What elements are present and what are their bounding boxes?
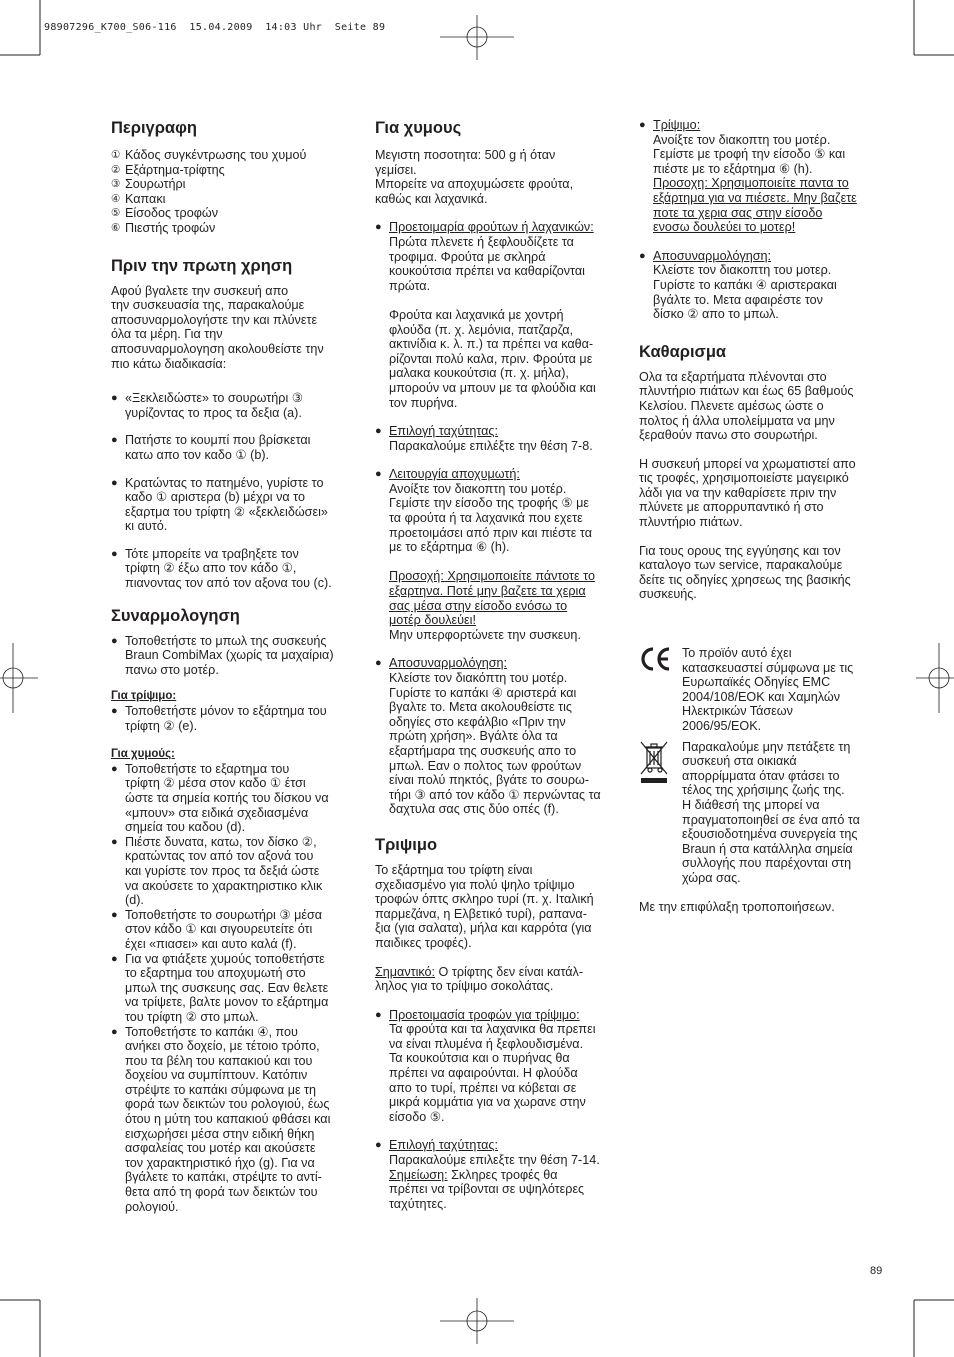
prep-label: Προετοιμαρία φρούτων ή λαχανικών:: [389, 220, 594, 235]
bullet-dot: ●: [375, 1008, 382, 1021]
grate-op-text: Ανοίξτε τον διακοπτη του μοτέρ. Γεμίστε με τροφή την είσοδο ⑤ και πιέστε με το εξάρτημα ⑥ (h).: [653, 132, 846, 176]
prep-text-2: Φρούτα και λαχανικά με χοντρή φλούδα (π. χ. λεμόνια, πατζαρζα, ακτινίδια κ. λ. π.) τα πρέπει να καθα- ρίζονται πολύ καλα, πριν. Φρούτα με μαλακα κουκούτσια (π. χ. μήλα), μπορούν να μπουν με τα φλούδια και τον πυρήνα.: [389, 307, 596, 410]
bullet-dot: ●: [111, 634, 118, 647]
important-label: Σημαντικό:: [375, 964, 436, 979]
bullet-text: Πατήστε το κουμπί που βρίσκεται κατω απο τον καδο ① (b).: [125, 433, 311, 462]
note-text: Σκληρες τροφές θα πρέπει να τρίβονται σε υψηλότερες ταχύτητες.: [389, 1167, 585, 1211]
disassembly-text: Κλείστε τον διακόπτη του μοτέρ. Γυρίστε το καπάκι ④ αριστερά και βγαλτε το. Μετα ακολουθείστε τις οδηγίες στο κεφάλβιο «Πριν την πρώτη χρήση». Βγάλτε όλα τα εξαρτήμαρα της συσκευής απο το μπωλ. Εαν ο πολτος των φρούτων είναι πολύ πηκτός, βγάτε το σουρω- τήρι ③ από τον κάδο ① περνώντας τα δαχτυλα σας στις δύο οπές (f).: [389, 671, 601, 817]
item-label: Είσοδος τροφών: [125, 206, 218, 221]
parts-list-item: [111, 163, 359, 178]
parts-list: [111, 148, 359, 236]
juicing-label: Για χυμούς:: [111, 748, 175, 761]
operation-warning: Προσοχή: Χρησιμοποιείτε πάντοτε το εξαρτηνα. Ποτέ μην βαζετε τα χερια σας μέσα στην είσοδο ενόσω το μοτέρ δουλεύει!: [389, 569, 595, 628]
bullet-dot: ●: [111, 952, 118, 965]
cleaning-text-2: Η συσκευή μπορεί να χρωματιστεί απο τις τροφές, χρησιμοποιείστε μαγειρικό λάδι για να την καθαρίσετε πριν την πλύνετε με απορρυπαντικό ή στο πλυντήριο πιάτων.: [639, 456, 856, 530]
grating-text: Τοποθετήστε μόνον το εξάρτημα του τρίφτη ② (e).: [125, 704, 327, 733]
bullet-dot: ●: [639, 249, 646, 262]
column-1: [111, 118, 359, 1214]
parts-list-item: [111, 177, 359, 192]
ce-mark-icon: [639, 646, 682, 734]
operation-bullet: [375, 467, 623, 642]
bullet-item: [111, 762, 359, 835]
bullet-dot: ●: [111, 476, 118, 489]
speed-label: Επιλογή ταχύτητας:: [389, 424, 498, 439]
bullet-text: Τοποθετήστε το καπάκι ④, που ανήκει στο δοχείο, με τέτοιο τρόπο, που τα βέλη του καπακιού και του δοχείου να συμπίπτουν. Κατόπιν στρέψτε το καπάκι σύμφωνα με τη φορά των δεικτών του ρολογιού, έως ότου η μύτη του καπακιού φθάσει και εισχωρήσει μέσα στην ειδική θήκη ασφαλείας του μοτέρ και ακούσετε τον χαρακτηριστικό ήχο (g). Για να βγάλετε το καπάκι, στρέψτε το αντί- θετα από τη φορά των δεικτών του ρολογιού.: [125, 1024, 331, 1214]
operation-text: Ανοίξτε τον διακοπτη του μοτέρ. Γεμίστε την είσοδο της τροφής ⑤ με τα φρούτα ή τα λαχανικά που εχετε προετοιμάσει από πριν και πιέστε τα με το εξάρτημα ⑥ (h).: [389, 481, 592, 555]
item-number: ⑥: [111, 221, 121, 234]
bullet-item: [111, 835, 359, 908]
item-number: ④: [111, 192, 121, 205]
food-prep-label: Προετοιμασία τροφών για τρίψιμο:: [389, 1007, 580, 1022]
important-text: Ο τρίφτης δεν είναι κατάλ- ληλος για το τρίψιμο σοκολάτας.: [375, 964, 584, 994]
grate-op-bullet: [639, 118, 887, 235]
bullet-dot: ●: [111, 705, 118, 718]
prep-text: Πρώτα πλενετε ή ξεφλουδίζετε τα τροφιμα. Φρούτα με σκληρά κουκούτσια πρέπει να καθαρίζονται πρώτα.: [389, 234, 585, 293]
column-3: [639, 118, 887, 914]
operation-label: Λειτουργία αποχυμωτή:: [389, 467, 520, 482]
bullet-dot: ●: [111, 835, 118, 848]
operation-note: Μην υπερφορτώνετε την συσκευη.: [389, 627, 581, 642]
speed-bullet: [375, 424, 623, 453]
item-label: Εξάρτημα-τρίφτης: [125, 162, 225, 177]
registration-mark-bottom: [440, 1298, 514, 1344]
bullet-item: [111, 952, 359, 1025]
grating-bullet: [111, 704, 359, 733]
bullet-dot: ●: [375, 657, 382, 670]
disassembly-label: Αποσυναρμολόγηση:: [389, 656, 508, 671]
item-number: ③: [111, 178, 121, 191]
crossed-bin-icon: [639, 740, 682, 886]
section-title-description: Περιγραφη: [111, 119, 197, 137]
food-prep-bullet: [375, 1008, 623, 1125]
juicing-bullets: [111, 762, 359, 1214]
first-use-bullets: [111, 391, 359, 591]
disassembly2-text: Κλείστε τον διακοπτη του μοτερ. Γυρίστε το καπάκι ④ αριστερακαι βγάλτε το. Μετα αφαιρέστε τον δίσκο ② απο το μπωλ.: [653, 263, 837, 322]
item-number: ⑤: [111, 207, 121, 220]
bullet-text: Τοποθετήστε το εξαρτημα του τρίφτη ② μέσα στον καδο ① έτσι ώστε τα σημεία κοπής του δίσκου να «μπουν» στα ειδικά σχεδιασμένα σημεία του καδου (d).: [125, 761, 329, 835]
parts-list-item: [111, 192, 359, 207]
disassembly2-label: Αποσυναρμολόγηση:: [653, 248, 772, 263]
section-title-first-use: Πριν την πρωτη χρηση: [111, 256, 293, 275]
bullet-dot: ●: [111, 547, 118, 560]
bullet-dot: ●: [111, 434, 118, 447]
item-number: ①: [111, 149, 121, 161]
note-label: Σημείωση:: [389, 1167, 448, 1182]
section-title-grating: Τριψιμο: [375, 835, 438, 854]
grating-intro: Το εξάρτημα του τρίφτη είναι σχεδιασμένο για πολύ ψηλο τρίψιμο τροφών όπτς σκληρο τυρί (π. χ. Ιταλική παρμεζάνα, η Ελβετικό τυρί), ραπανα- ξια (για σαλατα), μήλα και καρρότα (για παιδικες τροφές).: [375, 862, 594, 950]
section-title-juice: Για χυμους: [375, 119, 462, 137]
juice-intro: Μεγιστη ποσοτητα: 500 g ή όταν γεμίσει. Μπορείτε να αποχυμώσετε φρούτα, καθώς και λαχανικά.: [375, 148, 574, 206]
parts-list-item: [111, 206, 359, 221]
bullet-item: [111, 1025, 359, 1215]
registration-mark-left: [0, 643, 38, 713]
first-use-text: Αφού βγαλετε την συσκευή απο την συσκευασία της, παρακαλούμε αποσυναρμολογήστε την και πλύνετε όλα τα μέρη. Για την αποσυναρμολογηση ακολουθείστε την πιο κάτω διαδικασία:: [111, 283, 324, 371]
registration-mark-top: [440, 15, 514, 60]
ce-text: Το προϊόν αυτό έχει κατασκευαστεί σύμφωνα με τις Ευρωπαϊκές Οδηγίες EMC 2004/108/EOK και Χαμηλών Ηλεκτρικών Τάσεων 2006/95/EOK.: [682, 646, 854, 733]
bullet-dot: ●: [639, 119, 646, 131]
bullet-item: [111, 433, 359, 462]
bullet-text: Πιέστε δυνατα, κατω, τον δίσκο ②, κρατώντας τον από τον αξονά του και γυρίστε τον προς τα δεξιά ώστε να ακούσετε το χαρακτηριστικο κλικ (d).: [125, 834, 323, 908]
bullet-text: «Ξεκλειδώστε» το σουρωτήρι ③ γυρίζοντας το προς τα δεξια (a).: [125, 391, 304, 420]
prep-bullet: [375, 220, 623, 410]
bullet-dot: ●: [375, 468, 382, 481]
speed-text: Παρακαλούμε επιλέξτε την θέση 7-8.: [389, 438, 593, 453]
important-note: [375, 965, 623, 994]
ce-declaration: [639, 646, 887, 734]
bullet-text: Για να φτιάξετε χυμούς τοποθετήστε το εξαρτημα του αποχυμωτή στο μπωλ της συσκευης σας. Εαν θελετε να τρίψετε, βαλτε μονον το εξάρτημα του τρίφτη ② στο μπωλ.: [125, 951, 329, 1024]
bullet-dot: ●: [111, 1025, 118, 1038]
assembly-intro: Τοποθετήστε το μπωλ της συσκευής Braun CombiMax (χωρίς τα μαχαίρια) πανω στο μοτέρ.: [125, 633, 334, 677]
parts-list-item: [111, 148, 359, 163]
item-label: Καπακι: [125, 191, 166, 206]
bullet-item: [111, 391, 359, 420]
item-label: Κάδος συγκέντρωσης του χυμού: [125, 148, 307, 162]
disassembly-bullet: [375, 656, 623, 817]
reserve-note: Με την επιφύλαξη τροποποιήσεων.: [639, 899, 835, 914]
speed2-label: Επιλογή ταχύτητας:: [389, 1138, 498, 1153]
column-2: [375, 118, 623, 1211]
registration-mark-right: [916, 643, 954, 713]
weee-notice: [639, 740, 887, 886]
bullet-item: [111, 476, 359, 534]
assembly-bullet: [111, 634, 359, 678]
bullet-dot: ●: [375, 221, 382, 234]
parts-list-item: [111, 221, 359, 236]
grate-op-warning: Προσοχη: Χρησιμοποιείτε παντα το εξάρτημα για να πιέσετε. Μην βαζετε ποτε τα χερια σας στην είσοδο ενοσω δουλεύει το μοτερ!: [653, 176, 857, 235]
grate-op-label: Τρίψιμο:: [653, 118, 701, 132]
page-number: 89: [870, 1265, 883, 1277]
speed2-bullet: [375, 1138, 623, 1211]
item-label: Πιεστής τροφών: [125, 220, 216, 235]
bullet-text: Τότε μπορείτε να τραβηξετε τον τρίφτη ② έξω απο τον κάδο ①, πιανοντας τον από τον αξονα του (c).: [125, 546, 332, 591]
item-label: Σουρωτήρι: [125, 177, 186, 192]
section-title-assembly: Συναρμολογηση: [111, 606, 240, 625]
bullet-item: [111, 547, 359, 591]
warranty-text: Για τους ορους της εγγύησης και τον καταλογο των service, παρακαλούμε δείτε τις οδηγίες χρησεως της βασικής συσκευής.: [639, 543, 851, 602]
grating-label: Για τρίψιμο:: [111, 690, 177, 703]
bullet-dot: ●: [111, 908, 118, 921]
bullet-text: Κρατώντας το πατημένο, γυρίστε το καδο ① αριστερα (b) μέχρι να το εξαρτμα του τρίφτη ② «ξεκλειδώσει» κι αυτό.: [125, 475, 328, 534]
food-prep-text: Τα φρούτα και τα λαχανικα θα πρεπει να είναι πλυμένα ή ξεφλουδισμένα. Τα κουκούτσια και ο πυρήνας θα πρέπει να αφαιρούνται. Η φλούδα απο το τυρί, πρέπει να κόβεται σε μικρά κομμάτια για να χωρανε στην είσοδο ⑤.: [389, 1022, 596, 1124]
print-slug: 98907296_K700_S06-116 15.04.2009 14:03 Uhr Seite 89: [44, 22, 386, 33]
bullet-text: Τοποθετήστε το σουρωτήρι ③ μέσα στον κάδο ① και σιγουρευτείτε ότι έχει «πιασει» και αυτο καλά (f).: [125, 907, 323, 951]
disassembly2-bullet: [639, 249, 887, 322]
bullet-dot: ●: [111, 392, 118, 405]
item-number: ②: [111, 163, 121, 176]
speed2-text: Παρακαλούμε επιλεξτε την θέση 7-14.: [389, 1153, 600, 1168]
section-title-cleaning: Καθαρισμα: [639, 342, 727, 361]
bullet-item: [111, 908, 359, 952]
weee-text: Παρακαλούμε μην πετάξετε τη συσκευή στα οικιακά απορρίμματα όταν φτάσει το τέλος της χρήσιμης ζωής της. Η διάθεσή της μπορεί να πραγματοποιηθεί σε ένα από τα εξουσιοδοτημένα συνεργεία της Braun ή στα κατάλληλα σημεία συλλογής που παρέχονται στη χώρα σας.: [682, 739, 860, 885]
bullet-dot: ●: [375, 425, 382, 438]
bullet-dot: ●: [111, 762, 118, 775]
bullet-dot: ●: [375, 1139, 382, 1152]
cleaning-text-1: Ολα τα εξαρτήματα πλένονται στο πλυντήριο πιάτων και έως 65 βαθμούς Κελσίου. Πλενετε αμέσως ώστε ο πολτος ή άλλα υπολείμματα να μην ξεραθούν πανω στο σουρωτήρι.: [639, 369, 854, 443]
